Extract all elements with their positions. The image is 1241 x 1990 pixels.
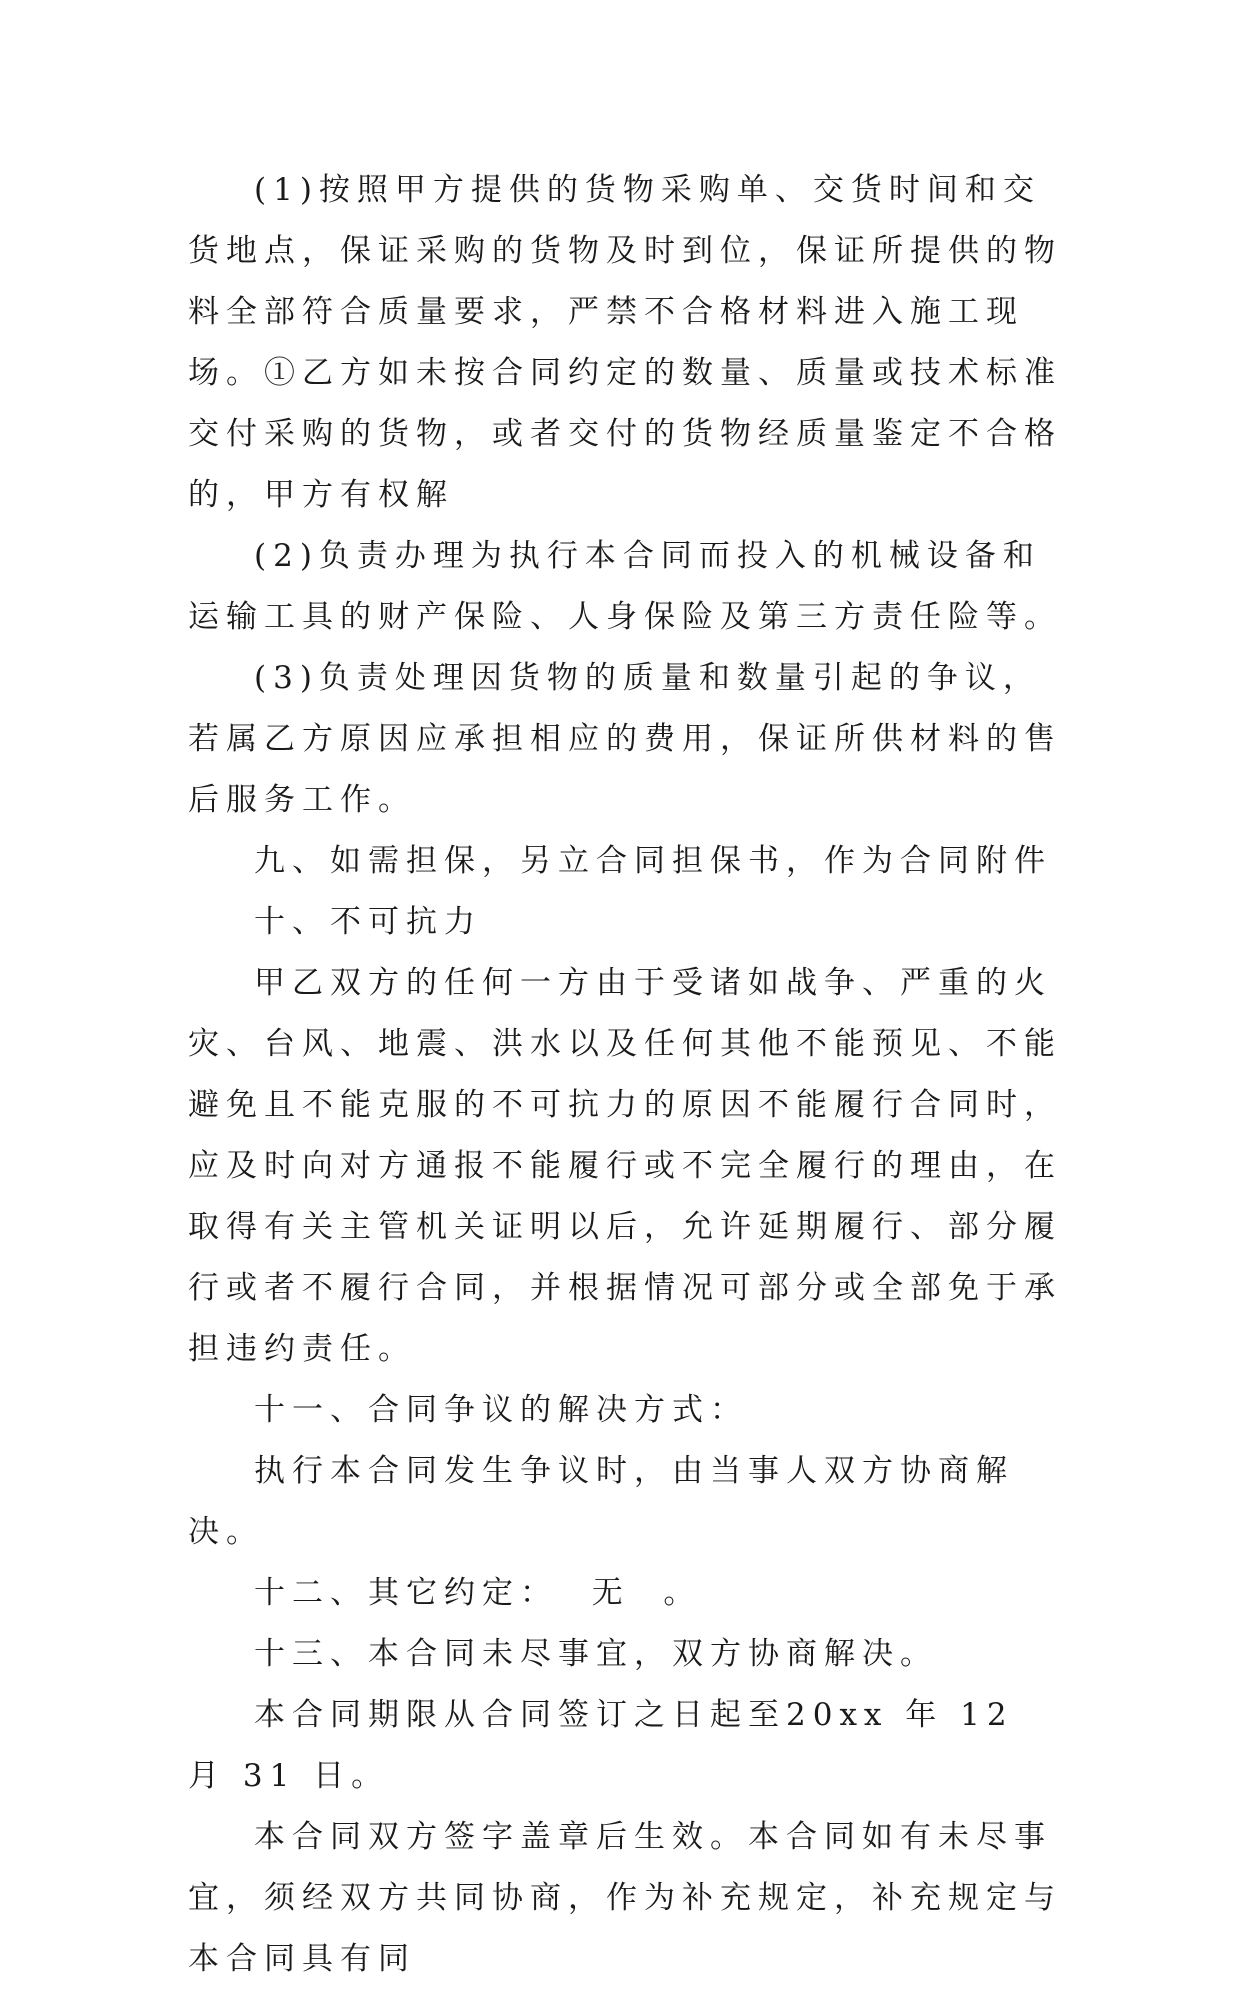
paragraph-clause-3: (3)负责处理因货物的质量和数量引起的争议，若属乙方原因应承担相应的费用，保证所供材料的售后服务工作。 bbox=[188, 660, 1062, 818]
document-page bbox=[188, 160, 1068, 1990]
paragraph-effectiveness: 本合同双方签字盖章后生效。本合同如有未尽事宜，须经双方共同协商，作为补充规定，补充规定与本合同具有同 bbox=[188, 1819, 1062, 1977]
section-heading-9: 九、如需担保，另立合同担保书，作为合同附件 bbox=[254, 843, 1052, 879]
paragraph-force-majeure: 甲乙双方的任何一方由于受诸如战争、严重的火灾、台风、地震、洪水以及任何其他不能预见、不能避免且不能克服的不可抗力的原因不能履行合同时，应及时向对方通报不能履行或不完全履行的理由，在取得有关主管机关证明以后，允许延期履行、部分履行或者不履行合同，并根据情况可部分或全部免于承担违约责任。 bbox=[188, 965, 1062, 1367]
section-heading-10: 十、不可抗力 bbox=[254, 904, 482, 940]
section-heading-12: 十二、其它约定： 无 。 bbox=[254, 1575, 702, 1611]
section-heading-11: 十一、合同争议的解决方式： bbox=[254, 1392, 748, 1428]
paragraph-dispute-resolution: 执行本合同发生争议时，由当事人双方协商解决。 bbox=[188, 1453, 1014, 1550]
paragraph-contract-term: 本合同期限从合同签订之日起至20xx 年 12 月 31 日。 bbox=[188, 1697, 1014, 1794]
paragraph-clause-1: (1)按照甲方提供的货物采购单、交货时间和交货地点，保证采购的货物及时到位，保证所提供的物料全部符合质量要求，严禁不合格材料进入施工现场。①乙方如未按合同约定的数量、质量或技术标准交付采购的货物，或者交付的货物经质量鉴定不合格的，甲方有权解 bbox=[188, 172, 1062, 513]
paragraph-clause-2: (2)负责办理为执行本合同而投入的机械设备和运输工具的财产保险、人身保险及第三方责任险等。 bbox=[188, 538, 1062, 635]
section-heading-13: 十三、本合同未尽事宜，双方协商解决。 bbox=[254, 1636, 938, 1672]
